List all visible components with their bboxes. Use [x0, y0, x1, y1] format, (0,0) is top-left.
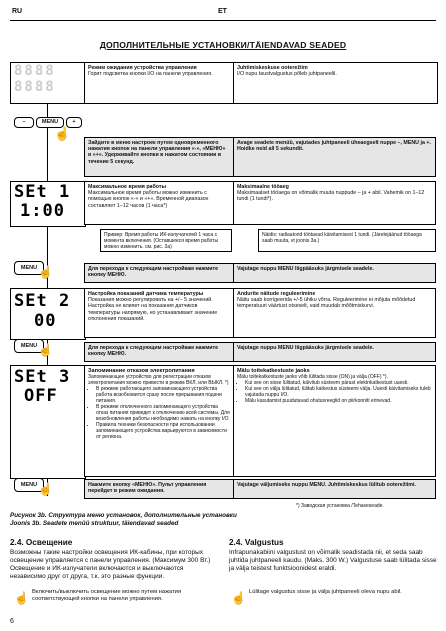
memory-bullet-et: • Mälu kasutamist puudutavad ohutusreeglid on piirkonniti erinevad.: [245, 398, 432, 404]
memory-bullet-et: • Kui see on välja lülitatud, lülitab katkestus süsteemi välja. Uuesti käivitamiseks tuleb vajutada nuppu I/O.: [245, 386, 432, 398]
next-et-2: Vajutage nuppu MENU liigpääsuks järgmisele seadele.: [233, 342, 436, 362]
standby-text-et: I/O nupu taustvalgustus põleb juhtpaneelil.: [237, 71, 337, 78]
section-heading-et: 2.4. Valgustus: [229, 538, 284, 547]
section-text-ru: Возможны такие настройки освещения ИК-кабины, при которых освещение управляется с панели управления. (Максимум 300 Вт.) Освещение и ИК-излучатели включаются и выключаются независимо друг от друга, т.к. это разные функции.: [10, 549, 211, 580]
memory-title-et: Mälu toitekatkestuste jaoks: [237, 368, 310, 374]
memory-bullet-ru: • В режиме работающего запоминающего устройства работа возобновится сразу после прерывания подачи питания.: [96, 386, 230, 404]
header-rule: [10, 20, 436, 21]
hand-pointer-icon: ☝: [231, 591, 246, 605]
figure-caption-et: Joonis 3b. Seadete menüü struktuur, täiendavad seaded: [10, 520, 179, 527]
max-time-text-et: Maksimaalset tööaega on võimalik muuta nuppude – ja + abil. Vahemik on 1–12 tundi (1 tundi*).: [237, 190, 425, 203]
lang-ru: RU: [12, 8, 23, 15]
enter-menu-ru: Зайдите в меню настроек путем одновременного нажатия кнопок на панели управления «-», «МЕНЮ» и «+». Удерживайте кнопки в нажатом состоянии в течение 5 секунд.: [84, 137, 234, 177]
max-time-text-ru: Максимальное время работы можно изменить с помощью кнопок «-» и «+». Временной диапазон составляет 1–12 часов (1 часа*): [88, 190, 209, 209]
hand-pointer-icon: ☝: [38, 482, 53, 496]
page-number: 6: [10, 618, 14, 625]
memory-intro-ru: Запоминающее устройство для регистрации отказов электропитания можно привести в режим ВКЛ. или ВЫКЛ. *): [88, 374, 229, 386]
memory-title-ru: Запоминание отказов электропитания: [88, 368, 195, 374]
hand-pointer-icon: ☝: [14, 591, 29, 605]
memory-bullet-ru: • В режиме отключенного запоминающего устройства отказ питания приведет к отключению всей системы. Для возобновления работы необходимо нажать на кнопку I/O: [96, 404, 230, 422]
menu-button-2[interactable]: MENU: [14, 261, 44, 275]
figure-caption-ru: Рисунок 3b. Структура меню установок, дополнительные установки: [10, 512, 237, 519]
lang-et: ET: [218, 8, 227, 15]
menu-button[interactable]: MENU: [36, 117, 64, 128]
section-note-ru: Включить/выключить освещение можно путем нажатия соответствующей кнопки на панели управления.: [32, 589, 182, 602]
hand-pointer-icon: ☝: [38, 265, 53, 279]
menu-button-3[interactable]: MENU: [14, 339, 44, 353]
menu-button-4[interactable]: MENU: [14, 478, 44, 492]
hand-pointer-icon: ☝: [38, 343, 53, 357]
sensor-title-et: Andurite näitude reguleerimine: [237, 291, 316, 297]
blank-display-bottom: 8888: [14, 79, 56, 95]
section-heading-ru: 2.4. Освещение: [10, 538, 73, 547]
max-time-title-ru: Максимальное время работы: [88, 184, 166, 190]
standby-title-et: Juhtimiskeskuse ooterežiim: [237, 65, 308, 71]
display-set2-bottom: 00: [34, 311, 57, 331]
memory-bullet-et: • Kui see on sisse lülitatud, käivitub süsteem pärast elektrikatkestust uuesti.: [245, 380, 432, 386]
next-et-1: Vajutage nuppu MENU liigpääsuks järgmisele seadele.: [233, 263, 436, 283]
plus-button[interactable]: +: [66, 117, 82, 128]
display-set3-bottom: OFF: [24, 386, 58, 406]
hand-pointer-icon: ☝: [54, 126, 71, 141]
section-text-et: Infrapunakabiini valgustust on võimalik seadistada nii, et seda saab juhtida juhtpaneeli kaudu. (Maks. 300 W.) Valgustuse saab lülitada sisse ja välja teistest funktsioonidest eraldi.: [229, 549, 437, 572]
display-set2-top: SEt 2: [14, 291, 71, 311]
minus-button[interactable]: –: [14, 117, 34, 128]
page-title: ДОПОЛНИТЕЛЬНЫЕ УСТАНОВКИ/TÄIENDAVAD SEADED: [99, 40, 347, 50]
standby-text-ru: Горит подсветка кнопки I/O на панели управления.: [88, 71, 213, 78]
next-ru-2: Для перехода к следующим настройкам нажмите кнопку МЕНЮ.: [84, 342, 234, 362]
standby-title-ru: Режим ожидания устройства управления: [88, 65, 197, 71]
memory-intro-et: Mälu toitekatkestuste jaoks võib lülitada sisse (ON) ja välja (OFF) *).: [237, 374, 388, 380]
max-time-title-et: Maksimaalne tööaeg: [237, 184, 289, 190]
exit-et: Vajutage väljumiseks nuppu MENU. Juhtimiskeskus lülitub ooterežiimi.: [233, 479, 436, 499]
sensor-title-ru: Настройка показаний датчика температуры: [88, 291, 204, 297]
enter-menu-et: Avage seadete menüü, vajutades juhtpaneeli üheaegselt nuppe –, MENU ja +. Hoidke neid all 5 sekundit.: [233, 137, 436, 177]
display-set1-bottom: 1:00: [20, 201, 65, 221]
display-set1-top: SEt 1: [14, 182, 71, 202]
example-ru: Пример: Время работы ИК-излучателей 1 часа с момента включения. (Оставшееся время работы можно изменить. см. рис. 3а): [100, 229, 232, 252]
sensor-text-ru: Показания можно регулировать на +/− 5 значений. Настройка не влияет на показания датчиков температуры напрямую, но устанавливает значение отклонения показаний.: [88, 297, 218, 322]
footnote: *) Заводская установка /Tehaseseade.: [296, 503, 384, 509]
display-set3-top: SEt 3: [14, 367, 71, 387]
example-et: Näidis: radiaatorid töötavad käivitamisest 1 tundi. (Järelejäänud tööaega saab muuta, vt joonis 3a.): [258, 229, 436, 252]
section-note-et: Lülitage valgustus sisse ja välja juhtpaneeli oleva nupu abil.: [249, 589, 402, 595]
sensor-text-et: Näitu saab korrigeerida +/-5 ühiku võrra. Reguleerimine ei mõjuta mõõdetud temperatuuri väärtust otseselt, vaid muudab mõõtmiskurvi.: [237, 297, 416, 310]
exit-ru: Нажмите кнопку «МЕНЮ». Пульт управления перейдет в режим ожидания.: [84, 479, 234, 499]
blank-display-top: 8888: [14, 63, 56, 79]
next-ru-1: Для перехода к следующим настройкам нажмите кнопку МЕНЮ.: [84, 263, 234, 283]
memory-bullet-ru: • Правила техники безопасности при использовании запоминающего устройства варьируются в зависимости от региона.: [96, 422, 230, 440]
